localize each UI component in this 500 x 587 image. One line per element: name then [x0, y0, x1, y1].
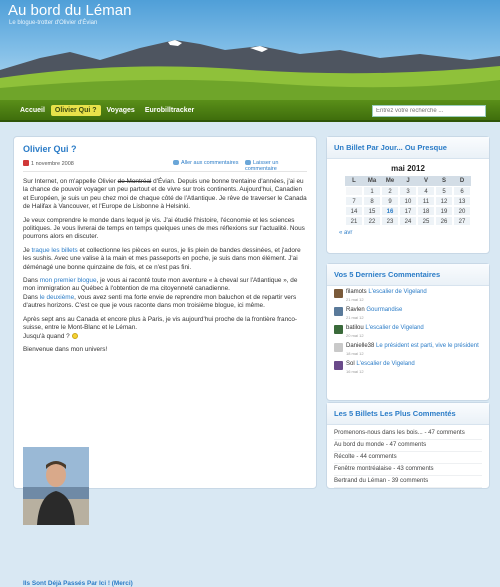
post-paragraph: Je veux comprendre le monde dans lequel je vis. J'ai étudié l'histoire, l'économie et les sciences politiques. Je vous livrerai de temps en temps quelques unes de mes réflexions sur l'actualité. Nous pourrons alors en discuter.	[23, 216, 305, 241]
post-title[interactable]: Olivier Qui ?	[23, 144, 77, 154]
recent-comments-title: Vos 5 Derniers Commentaires	[327, 264, 489, 286]
comment-item	[334, 325, 482, 340]
calendar-day[interactable]: 8	[363, 196, 381, 206]
post-meta	[23, 158, 307, 172]
site-subtitle: Le blogue-trotter d'Olivier d'Évian	[9, 20, 98, 26]
popular-post-item[interactable]: Récolte - 44 comments	[334, 452, 482, 464]
popular-posts-widget	[326, 402, 490, 489]
calendar-day[interactable]: 26	[435, 216, 453, 226]
calendar-day[interactable]: 22	[363, 216, 381, 226]
calendar-day[interactable]: 15	[363, 206, 381, 216]
previous-month-link[interactable]: « avr	[339, 230, 353, 236]
post-paragraph: Bienvenue dans mon univers!	[23, 345, 108, 353]
calendar-weekday: S	[435, 176, 453, 186]
visitors-heading: Ils Sont Déjà Passés Par Ici ! (Merci)	[23, 580, 133, 587]
recent-comments-list	[327, 289, 489, 376]
header-landscape	[0, 30, 500, 102]
calendar-day[interactable]: 1	[363, 186, 381, 196]
avatar	[334, 325, 343, 334]
comment-date: 21 mai 12	[346, 297, 364, 302]
comment-text	[346, 325, 486, 339]
comment-date: 21 mai 12	[346, 315, 364, 320]
comment-text	[346, 307, 486, 321]
avatar	[334, 361, 343, 370]
calendar-day[interactable]: 11	[417, 196, 435, 206]
calendar-day[interactable]: 14	[345, 206, 363, 216]
calendar-weekday: V	[417, 176, 435, 186]
calendar-day[interactable]: 9	[381, 196, 399, 206]
smiley-icon	[72, 333, 78, 339]
comment-add-icon	[245, 160, 251, 165]
calendar-day[interactable]: 16	[381, 206, 399, 216]
calendar-weekday: D	[453, 176, 471, 186]
comment-author: filamots	[346, 289, 367, 295]
calendar-day[interactable]: 5	[435, 186, 453, 196]
popular-posts-list	[327, 428, 489, 488]
calendar-grid	[345, 176, 471, 226]
calendar-icon	[23, 160, 29, 166]
calendar-day[interactable]: 18	[417, 206, 435, 216]
comment-post-link[interactable]: Gourmandise	[366, 307, 403, 313]
post-paragraph: Après sept ans au Canada et encore plus à Paris, je vis aujourd'hui proche de la frontière franco-suisse, entre le Mont-Blanc et le Léman. Jusqu'à quand ?	[23, 315, 298, 340]
comment-author: batilou	[346, 325, 364, 331]
comment-date: 18 mai 12	[346, 351, 364, 356]
comment-date: 20 mai 12	[346, 333, 364, 338]
avatar	[334, 289, 343, 298]
calendar-day[interactable]: 12	[435, 196, 453, 206]
calendar-widget-title: Un Billet Par Jour... Ou Presque	[327, 137, 489, 159]
comment-text	[346, 343, 486, 357]
recent-comments-widget	[326, 263, 490, 401]
popular-post-item[interactable]: Fenêtre montréalaise - 43 comments	[334, 464, 482, 476]
calendar-day[interactable]: 17	[399, 206, 417, 216]
comment-author: Ravlen	[346, 307, 365, 313]
nav-olivier-qui[interactable]: Olivier Qui ?	[51, 105, 101, 116]
calendar-day[interactable]: 20	[453, 206, 471, 216]
post-paragraph: Je traque les billets et collectionne les pièces en euros, je lis plein de bandes dessinées, et j'adore les sushis. Avec une valise à la main et mes passeports en poche, je suis dans mon élément. J'ai déménagé une bonne quinzaine de fois, et ce n'est pas fini.	[23, 246, 301, 271]
comment-author: Sol	[346, 361, 355, 367]
calendar-day[interactable]: 3	[399, 186, 417, 196]
comment-post-link[interactable]: Le président est parti, vive le président	[376, 343, 479, 349]
search-input[interactable]	[372, 105, 486, 117]
bill-tracking-link[interactable]: traque les billets	[31, 246, 78, 254]
calendar-day[interactable]: 19	[435, 206, 453, 216]
main-navigation	[0, 100, 500, 122]
avatar	[334, 307, 343, 316]
calendar-day[interactable]: 23	[381, 216, 399, 226]
calendar-weekday: J	[399, 176, 417, 186]
calendar-weekday: Ma	[363, 176, 381, 186]
comment-item	[334, 361, 482, 376]
first-blog-link[interactable]: mon premier blogue	[39, 277, 97, 285]
calendar-empty-cell	[345, 186, 363, 196]
comment-date: 16 mai 12	[346, 369, 364, 374]
popular-post-item[interactable]: Bertrand du Léman - 39 comments	[334, 476, 482, 488]
calendar-day[interactable]: 4	[417, 186, 435, 196]
calendar-day[interactable]: 7	[345, 196, 363, 206]
comment-item	[334, 289, 482, 304]
site-title[interactable]: Au bord du Léman	[8, 2, 132, 19]
calendar-day[interactable]: 24	[399, 216, 417, 226]
calendar-widget	[326, 136, 490, 254]
calendar-day[interactable]: 2	[381, 186, 399, 196]
comment-text	[346, 289, 486, 303]
leave-comment-link[interactable]: Laisser un commentaire	[245, 160, 279, 172]
comment-author: Danielle38	[346, 343, 375, 349]
post-date: 1 novembre 2008	[23, 160, 74, 167]
post-paragraph: Dans mon premier blogue, je vous ai raconté toute mon aventure « à cheval sur l'Atlantique », de mon immigration au Québec à l'obtention de ma citoyenneté canadienne. Dans le deuxième, vous avez senti ma forte envie de reprendre mon baluchon et de repartir vers d'autres horizons. C'est ce que je vous raconte dans mon troisième blogue, ici même.	[23, 277, 298, 310]
comment-post-link[interactable]: L'escalier de Vigeland	[368, 289, 427, 295]
avatar	[334, 343, 343, 352]
comment-post-link[interactable]: L'escalier de Vigeland	[356, 361, 415, 367]
comment-post-link[interactable]: L'escalier de Vigeland	[365, 325, 424, 331]
calendar-weekday: L	[345, 176, 363, 186]
nav-voyages[interactable]: Voyages	[106, 107, 135, 114]
popular-post-item[interactable]: Promenons-nous dans les bois... - 47 comments	[334, 428, 482, 440]
nav-accueil[interactable]: Accueil	[20, 107, 45, 114]
nav-eurobilltracker[interactable]: Eurobilltracker	[144, 107, 195, 114]
author-photo	[23, 447, 89, 525]
post-paragraph: Sur Internet, on m'appelle Olivier de Montréal d'Évian. Depuis une bonne trentaine d'années, j'ai eu la chance de pouvoir voyager un peu partout et de vivre sur trois continents. Aujourd'hui, Canadien et Européen, je suis un peu chez moi de chaque côté de l'Atlantique. Je rêve de traverser le Canada de Halifax à Vancouver, et l'Europe de Lisbonne à Helsinki.	[23, 178, 307, 211]
popular-post-item[interactable]: Au bord du monde - 47 comments	[334, 440, 482, 452]
post-card	[13, 136, 317, 587]
calendar-day[interactable]: 10	[399, 196, 417, 206]
comments-icon	[173, 160, 179, 165]
calendar-day[interactable]: 6	[453, 186, 471, 196]
go-to-comments-link[interactable]: Aller aux commentaires	[173, 160, 238, 166]
comment-text	[346, 361, 486, 375]
calendar-day[interactable]: 25	[417, 216, 435, 226]
calendar-weekday: Me	[381, 176, 399, 186]
comment-item	[334, 343, 482, 358]
popular-posts-title: Les 5 Billets Les Plus Commentés	[327, 403, 489, 425]
calendar-month: mai 2012	[391, 164, 425, 173]
calendar-day[interactable]: 13	[453, 196, 471, 206]
calendar-day[interactable]: 27	[453, 216, 471, 226]
comment-item	[334, 307, 482, 322]
second-blog-link[interactable]: le deuxième	[39, 293, 75, 301]
site-header	[0, 0, 500, 100]
calendar-day[interactable]: 21	[345, 216, 363, 226]
